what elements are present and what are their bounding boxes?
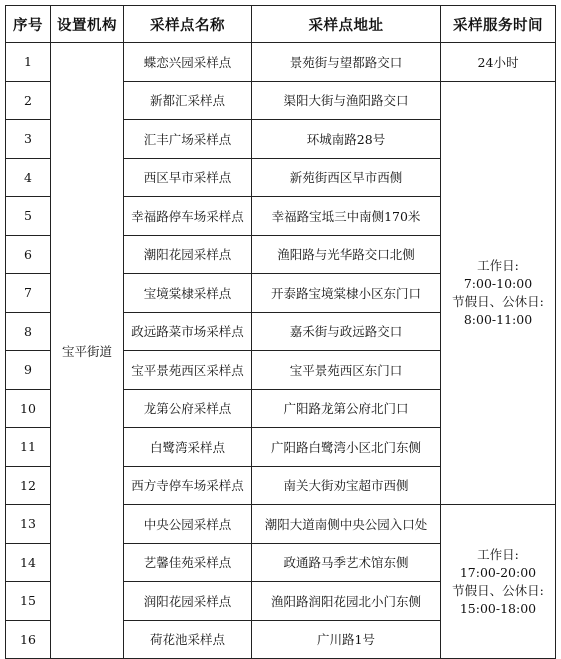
site-name-cell: 宝平景苑西区采样点 — [124, 351, 252, 390]
seq-cell: 3 — [6, 120, 51, 159]
seq-cell: 10 — [6, 389, 51, 428]
site-name-cell: 宝境棠棣采样点 — [124, 274, 252, 313]
site-address-cell: 宝平景苑西区东门口 — [252, 351, 441, 390]
hours-a-holiday-time: 8:00-11:00 — [463, 311, 533, 327]
seq-cell: 7 — [6, 274, 51, 313]
hours-group-a-cell — [441, 81, 556, 505]
site-name-cell: 蝶恋兴园采样点 — [124, 43, 252, 82]
seq-cell: 15 — [6, 582, 51, 621]
hours-a-workday-label: 工作日: — [477, 257, 519, 273]
header-address: 采样点地址 — [252, 6, 441, 43]
site-address-cell: 新苑街西区早市西侧 — [252, 158, 441, 197]
site-name-cell: 艺馨佳苑采样点 — [124, 543, 252, 582]
header-row — [6, 6, 556, 43]
site-address-cell: 渠阳大街与渔阳路交口 — [252, 81, 441, 120]
header-hours: 采样服务时间 — [441, 6, 556, 43]
header-seq: 序号 — [6, 6, 51, 43]
site-name-cell: 白鹭湾采样点 — [124, 428, 252, 467]
seq-cell: 4 — [6, 158, 51, 197]
site-address-cell: 广阳路白鹭湾小区北门东侧 — [252, 428, 441, 467]
header-name: 采样点名称 — [124, 6, 252, 43]
site-name-cell: 润阳花园采样点 — [124, 582, 252, 621]
site-address-cell: 渔阳路润阳花园北小门东侧 — [252, 582, 441, 621]
site-name-cell: 荷花池采样点 — [124, 620, 252, 659]
site-address-cell: 南关大街劝宝超市西侧 — [252, 466, 441, 505]
site-address-cell: 政通路马季艺术馆东侧 — [252, 543, 441, 582]
site-name-cell: 龙第公府采样点 — [124, 389, 252, 428]
site-name-cell: 西方寺停车场采样点 — [124, 466, 252, 505]
site-name-cell: 政远路菜市场采样点 — [124, 312, 252, 351]
seq-cell: 11 — [6, 428, 51, 467]
header-org: 设置机构 — [51, 6, 124, 43]
site-address-cell: 广阳路龙第公府北门口 — [252, 389, 441, 428]
seq-cell: 12 — [6, 466, 51, 505]
site-address-cell: 环城南路28号 — [252, 120, 441, 159]
site-address-cell: 渔阳路与光华路交口北侧 — [252, 235, 441, 274]
hours-b-workday-time: 17:00-20:00 — [459, 564, 537, 580]
site-name-cell: 潮阳花园采样点 — [124, 235, 252, 274]
site-name-cell: 新都汇采样点 — [124, 81, 252, 120]
seq-cell: 2 — [6, 81, 51, 120]
seq-cell: 9 — [6, 351, 51, 390]
seq-cell: 16 — [6, 620, 51, 659]
site-name-cell: 幸福路停车场采样点 — [124, 197, 252, 236]
hours-b-holiday-label: 节假日、公休日: — [452, 582, 544, 598]
site-name-cell: 汇丰广场采样点 — [124, 120, 252, 159]
hours-a-holiday-label: 节假日、公休日: — [452, 293, 544, 309]
seq-cell: 8 — [6, 312, 51, 351]
site-address-cell: 广川路1号 — [252, 620, 441, 659]
site-address-cell: 幸福路宝坻三中南侧170米 — [252, 197, 441, 236]
hours-b-holiday-time: 15:00-18:00 — [459, 600, 537, 616]
hours-a-workday-time: 7:00-10:00 — [463, 275, 533, 291]
seq-cell: 6 — [6, 235, 51, 274]
site-address-cell: 景苑街与望都路交口 — [252, 43, 441, 82]
sampling-sites-table-container — [5, 5, 556, 659]
site-name-cell: 中央公园采样点 — [124, 505, 252, 544]
hours-all-day-cell: 24小时 — [441, 43, 556, 82]
seq-cell: 1 — [6, 43, 51, 82]
hours-group-b-cell — [441, 505, 556, 659]
site-address-cell: 嘉禾街与政远路交口 — [252, 312, 441, 351]
site-name-cell: 西区早市采样点 — [124, 158, 252, 197]
seq-cell: 5 — [6, 197, 51, 236]
org-cell: 宝平街道 — [51, 43, 124, 659]
table-row — [6, 43, 556, 82]
seq-cell: 14 — [6, 543, 51, 582]
site-address-cell: 潮阳大道南侧中央公园入口处 — [252, 505, 441, 544]
sampling-sites-table — [5, 5, 556, 659]
seq-cell: 13 — [6, 505, 51, 544]
site-address-cell: 开泰路宝境棠棣小区东门口 — [252, 274, 441, 313]
hours-b-workday-label: 工作日: — [477, 546, 519, 562]
